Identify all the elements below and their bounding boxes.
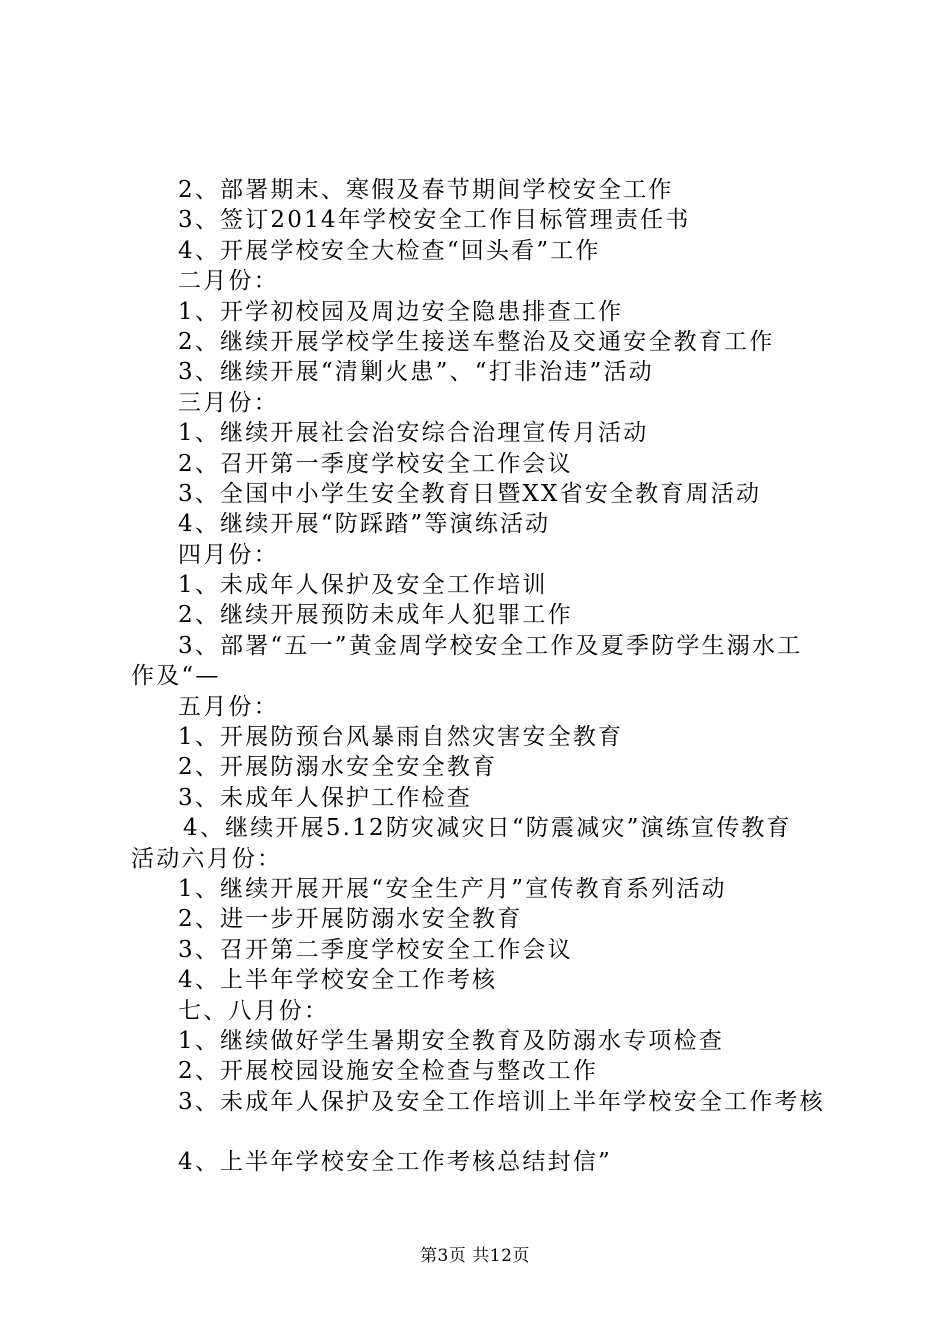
list-item: 2、继续开展预防未成年人犯罪工作 [178, 602, 573, 629]
list-item: 3、部署“五一”黄金周学校安全工作及夏季防学生溺水工 [178, 632, 803, 659]
list-item: 2、继续开展学校学生接送车整治及交通安全教育工作 [178, 328, 775, 355]
list-item: 2、召开第一季度学校安全工作会议 [178, 450, 573, 477]
list-item: 4、继续开展“防踩踏”等演练活动 [178, 511, 551, 538]
page-number-footer: 第3页 共12页 [420, 1246, 530, 1266]
list-item: 4、上半年学校安全工作考核总结封信” [178, 1149, 612, 1176]
list-item: 2、开展校园设施安全检查与整改工作 [178, 1058, 599, 1085]
list-item: 3、继续开展“清剿火患”、“打非治违”活动 [178, 359, 654, 386]
list-item: 1、开展防预台风暴雨自然灾害安全教育 [178, 724, 624, 751]
section-heading: 三月份： [178, 389, 279, 416]
list-item: 1、未成年人保护及安全工作培训 [178, 572, 548, 599]
list-item: 2、开展防溺水安全安全教育 [178, 754, 498, 781]
list-item: 1、开学初校园及周边安全隐患排查工作 [178, 298, 624, 325]
list-item: 1、继续开展社会治安综合治理宣传月活动 [178, 420, 649, 447]
document-body [131, 175, 836, 1178]
list-item: 3、全国中小学生安全教育日暨XX省安全教育周活动 [178, 480, 762, 507]
section-heading: 四月份： [178, 541, 279, 568]
paragraph-gap [131, 1117, 836, 1147]
section-heading: 七、八月份： [178, 997, 330, 1024]
list-item: 4、上半年学校安全工作考核 [178, 967, 498, 994]
list-item: 3、未成年人保护及安全工作培训上半年学校安全工作考核 [178, 1088, 825, 1115]
list-item-continuation: 作及“— [131, 663, 221, 690]
list-item: 2、进一步开展防溺水安全教育 [178, 906, 523, 933]
list-item: 4、开展学校安全大检查“回头看”工作 [178, 237, 601, 264]
list-item: 1、继续做好学生暑期安全教育及防溺水专项检查 [178, 1027, 725, 1054]
section-heading: 五月份： [178, 693, 279, 720]
list-item-continuation: 活动六月份： [131, 845, 283, 872]
list-item: 3、未成年人保护工作检查 [178, 784, 473, 811]
list-item: 3、签订2014年学校安全工作目标管理责任书 [178, 207, 691, 234]
list-item: 2、部署期末、寒假及春节期间学校安全工作 [178, 177, 674, 203]
list-item: 3、召开第二季度学校安全工作会议 [178, 936, 573, 963]
section-heading: 二月份： [178, 268, 279, 295]
list-item: 4、继续开展5.12防灾减灾日“防震减灾”演练宣传教育 [183, 815, 792, 842]
list-item: 1、继续开展开展“安全生产月”宣传教育系列活动 [178, 875, 727, 902]
